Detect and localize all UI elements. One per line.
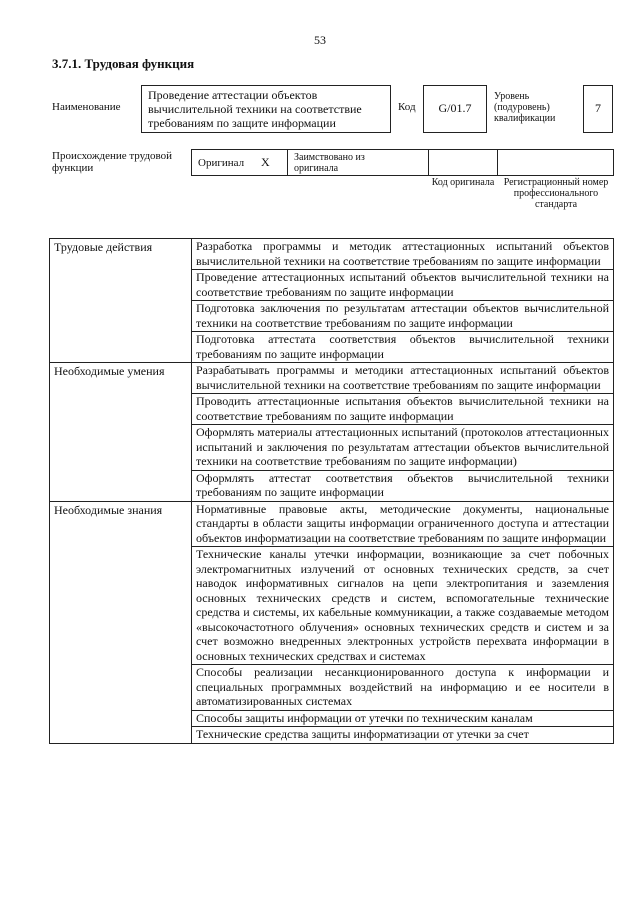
- table-row: [50, 363, 614, 394]
- origin-borrowed-box: [287, 149, 429, 176]
- table-cell: Проводить аттестационные испытания объектов вычислительной техники на соответствие требованиям по защите информации: [192, 394, 614, 425]
- category-required-knowledge: Необходимые знания: [50, 501, 192, 743]
- origin-code-box: [428, 149, 498, 176]
- category-labor-actions: Трудовые действия: [50, 239, 192, 363]
- table-cell: Способы защиты информации от утечки по техническим каналам: [192, 710, 614, 727]
- borrowed-label: Заимствовано из оригинала: [294, 152, 365, 174]
- table-cell: Технические каналы утечки информации, возникающие за счет побочных электромагнитных излучений от основных технических средств, за счет наводок информативных сигналов на цепи электропитания и заземления основных технических средств и систем, вспомогательные технические средства и системы, их кабельные коммуникации, а также создаваемые методом «высокочастотного облучения» основных технических средств и систем и за счет возможно внедренных электронных устройств перехвата информации в основных технических средствах и системах: [192, 547, 614, 665]
- table-cell: Технические средства защиты информатизации от утечки за счет: [192, 727, 614, 744]
- table-cell: Разрабатывать программы и методики аттестационных испытаний объектов вычислительной техники на соответствие требованиям по защите информации: [192, 363, 614, 394]
- table-cell: Оформлять аттестат соответствия объектов вычислительной техники требованиям по защите информации: [192, 470, 614, 501]
- table-cell: Оформлять материалы аттестационных испытаний (протоколов аттестационных испытаний и заключения по результатам аттестации объектов вычислительной техники на соответствие требованиям по защите информации): [192, 425, 614, 471]
- page-number: 53: [314, 33, 326, 47]
- code-value-box: [423, 85, 487, 133]
- table-cell: Проведение аттестационных испытаний объектов вычислительной техники на соответствие требованиям по защите информации: [192, 270, 614, 301]
- original-label: Оригинал: [198, 157, 245, 169]
- name-label: Наименование: [52, 101, 121, 113]
- original-mark: X: [261, 155, 270, 169]
- code-label: Код: [398, 101, 416, 113]
- function-details-table: [49, 238, 614, 744]
- reg-number-label: Регистрационный номер профессионального стандарта: [503, 177, 609, 210]
- table-row: [50, 239, 614, 270]
- origin-reg-box: [497, 149, 614, 176]
- level-value: 7: [595, 101, 601, 115]
- table-cell: Подготовка аттестата соответствия объектов вычислительной техники требованиям по защите информации: [192, 332, 614, 363]
- level-label: Уровень (подуровень) квалификации: [494, 91, 556, 124]
- table-cell: Разработка программы и методик аттестационных испытаний объектов вычислительной техники на соответствие требованиям по защите информации: [192, 239, 614, 270]
- code-original-label: Код оригинала: [431, 177, 495, 188]
- table-cell: Подготовка заключения по результатам аттестации объектов вычислительной техники на соответствие требованиям по защите информации: [192, 301, 614, 332]
- category-required-skills: Необходимые умения: [50, 363, 192, 502]
- section-title: 3.7.1. Трудовая функция: [52, 56, 195, 71]
- code-value: G/01.7: [438, 101, 472, 115]
- function-name-box: [141, 85, 391, 133]
- table-row: [50, 501, 614, 547]
- table-cell: Нормативные правовые акты, методические документы, национальные стандарты в области защиты информации ограниченного доступа и аттестации объектов информатизации на соответствие требованиям по защите информации: [192, 501, 614, 547]
- function-name-value: Проведение аттестации объектов вычислительной техники на соответствие требованиям по защите информации: [148, 88, 362, 130]
- table-cell: Способы реализации несанкционированного доступа к информации и специальных программных воздействий на информацию и ее носители в автоматизированных системах: [192, 665, 614, 711]
- level-value-box: [583, 85, 613, 133]
- origin-label: Происхождение трудовой функции: [52, 150, 173, 174]
- origin-original-box: [191, 149, 288, 176]
